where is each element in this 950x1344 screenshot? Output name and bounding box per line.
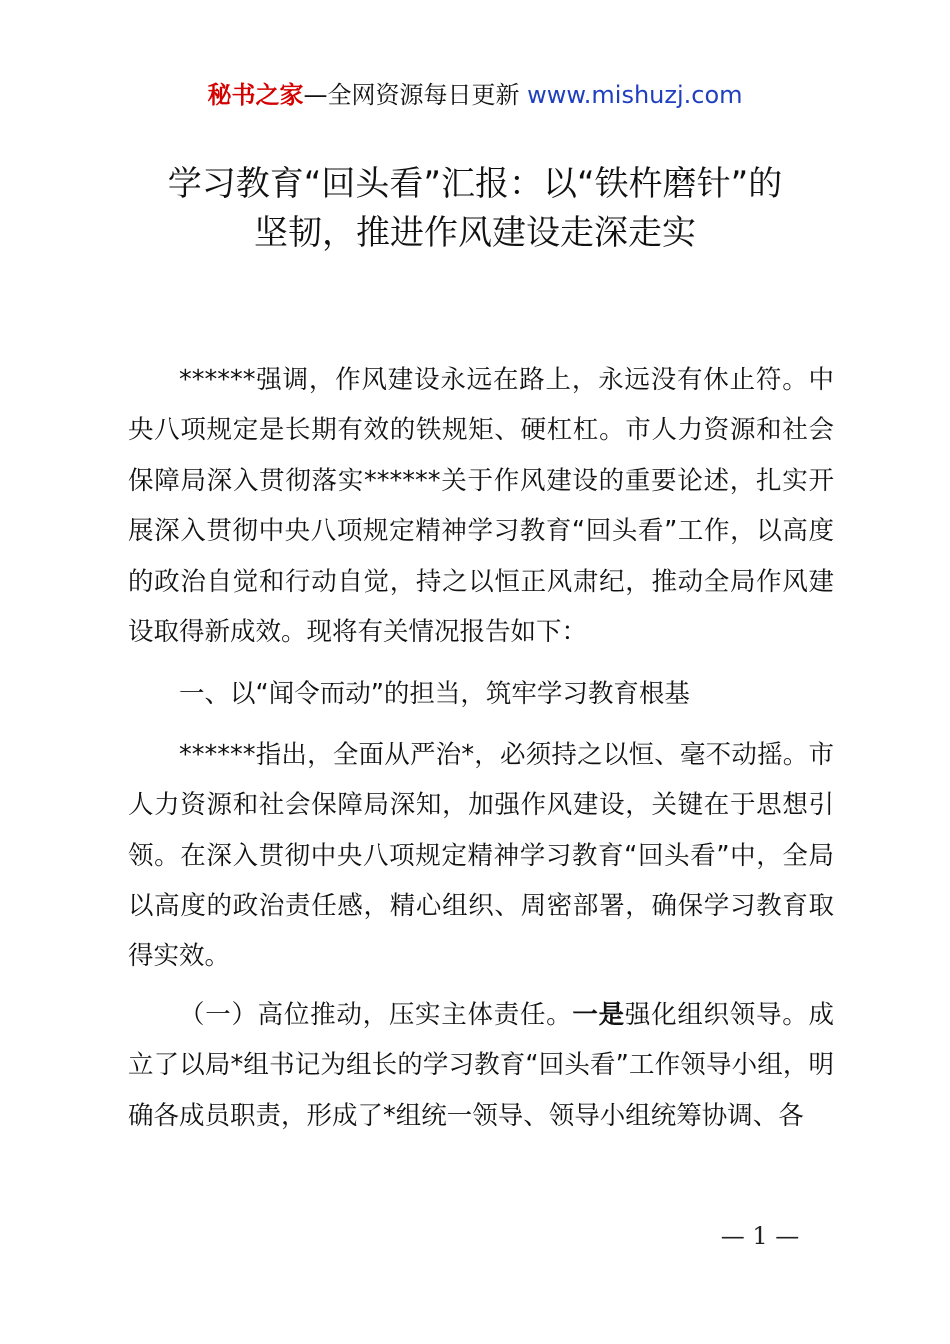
page-number: — 1 — — [720, 1222, 800, 1250]
title-line-1: 学习教育“回头看”汇报：以“铁杵磨针”的 — [167, 164, 783, 204]
section-heading-1: 一、以“闻令而动”的担当，筑牢学习教育根基 — [179, 679, 690, 710]
site-url[interactable]: www.mishuzj.com — [527, 81, 743, 109]
subsection-text: 强化组织领导。成立了以局*组书记为组长的学习教育“回头看”工作领导小组，明确各成员职责，形成了*组统一领导、领导小组统筹协调、各 — [128, 999, 834, 1131]
brand-name: 秘书之家 — [207, 81, 304, 109]
document-title — [90, 160, 860, 258]
bold-marker: 一是 — [572, 999, 625, 1030]
paragraph-subsection-1 — [128, 990, 834, 1141]
slogan: —全网资源每日更新 — [303, 81, 528, 109]
title-line-2: 坚韧，推进作风建设走深走实 — [254, 213, 696, 253]
subsection-lead: （一）高位推动，压实主体责任。 — [179, 999, 573, 1030]
document-body — [128, 355, 834, 1141]
paragraph-section-1: ******指出，全面从严治*，必须持之以恒、毫不动摇。市人力资源和社会保障局深知，加强作风建设，关键在于思想引领。在深入贯彻中央八项规定精神学习教育“回头看”中，全局以高度的政治责任感，精心组织、周密部署，确保学习教育取得实效。 — [128, 739, 834, 972]
site-header — [0, 78, 950, 112]
paragraph-intro: ******强调，作风建设永远在路上，永远没有休止符。中央八项规定是长期有效的铁规矩、硬杠杠。市人力资源和社会保障局深入贯彻落实******关于作风建设的重要论述，扎实开展深入贯彻中央八项规定精神学习教育“回头看”工作，以高度的政治自觉和行动自觉，持之以恒正风肃纪，推动全局作风建设取得新成效。现将有关情况报告如下： — [128, 365, 834, 648]
